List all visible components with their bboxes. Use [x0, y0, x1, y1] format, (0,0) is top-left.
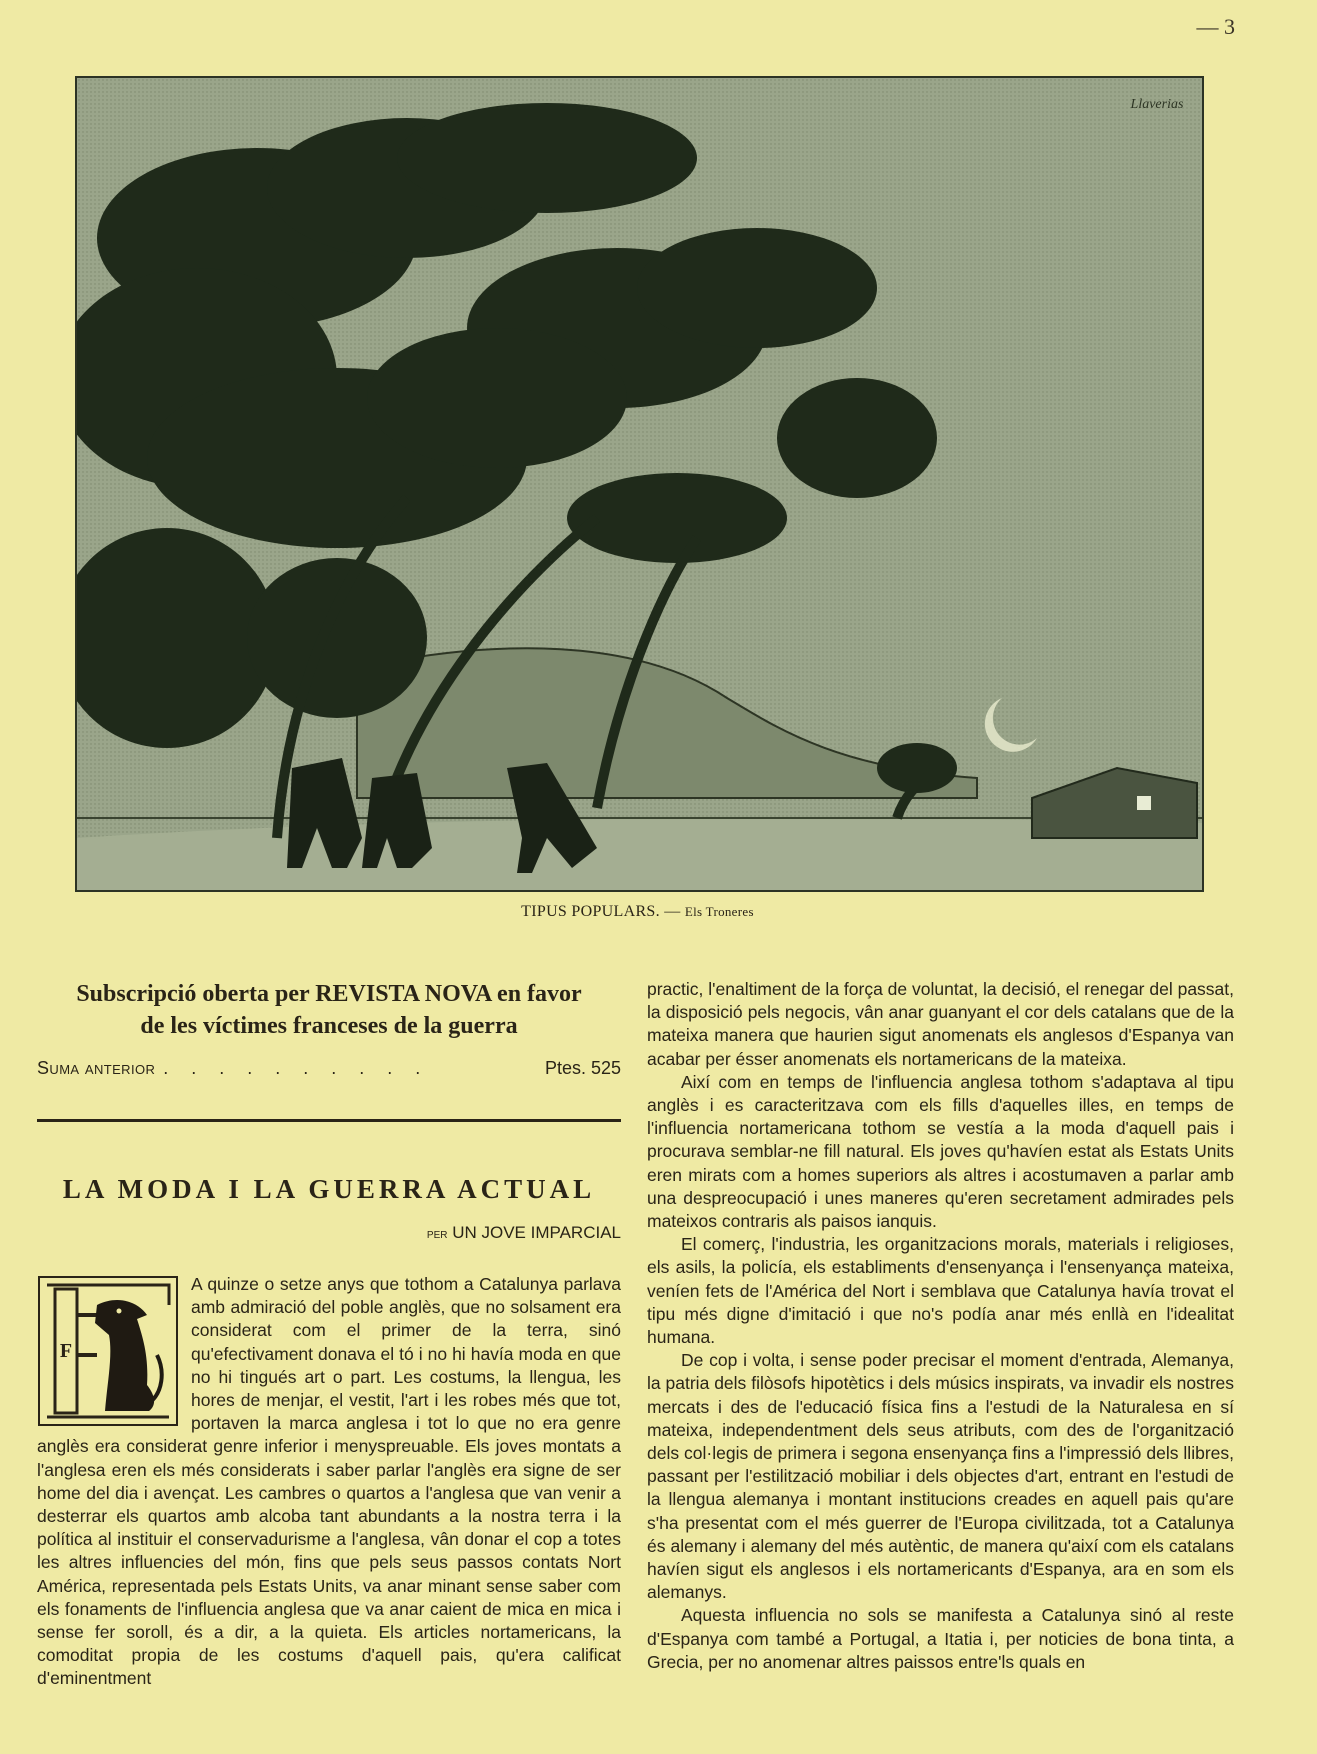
article-paragraph-4: El comerç, l'industria, les organitzacions morals, materials i religioses, els asils, la policía, els establiments d'ensenyança i l'ensenyança mateixa, veníen fets de l'América del Nort i semblava que Catalunya havía trovat el tipu més digne d'imitació i que no's podía anar més enllà en l'idealitat humana. — [647, 1234, 1234, 1348]
leader-dots: . . . . . . . . . . — [163, 1058, 430, 1078]
illustration-caption — [75, 903, 1200, 921]
subscription-total-label: Suma anterior — [37, 1058, 156, 1078]
subscription-title-line1: Subscripció oberta per REVISTA NOVA en favor — [76, 981, 582, 1007]
dropcap-ornament — [37, 1275, 179, 1427]
left-column — [37, 978, 621, 1691]
dropcap-greyhound-icon — [37, 1275, 179, 1427]
article-paragraph-1-text: A quinze o setze anys que tothom a Catalunya parlava amb admiració del poble anglès, que no solsament era considerat com el primer de la terra, sinó qu'efectivament donava el tó i no hi havía moda en que no hi tingués art o part. Les costums, la llengua, les hores de menjar, el vestit, l'art i les robes més que tot, portaven la marca anglesa i tot lo que no era genre anglès era considerat genre inferior i menyspreuable. Els joves montats a l'anglesa eren els més considerats i saber parlar l'anglès era signe de ser home del dia i avençat. Les cambres o quartos a l'anglesa que van venir a desterrar els quartos amb alcoba tant abundants a la nostra terra i la política al instituir el conservadurisme a l'anglesa, vân donar el cop a totes les altres influencies del món, fins que pels seus passos contats Nort América, representada pels Estats Units, va anar minant sense saber com els fonaments de l'influencia anglesa que va anar caient de mica en mica i sense fer soroll, és a dir, a la quieta. Els articles nortamericans, la comoditat propia de les costums d'aquell pais, qu'era calificat d'eminentment — [37, 1274, 621, 1689]
article-paragraph-2: practic, l'enaltiment de la força de voluntat, la decisió, el renegar del passat, la disposició pels negocis, vân anar guanyant el cor dels catalans que de la mateixa manera que haurien sigut anomenats els anglesos d'Espanya van acabar per ésser anomenats els nortamericans de la mateixa. — [647, 979, 1235, 1069]
article-paragraph-3: Així com en temps de l'influencia anglesa tothom s'adaptava al tipu anglès i es caracteritzava com els fills d'aquelles illes, en temps de l'influencia nortamericana tothom se vestía a la moda d'aquell pais i procurava semblar-ne fill natural. Els joves qu'havíen estat als Estats Units eren mirats com a homes superiors als altres i acostumaven a parlar amb una despreocupació i unes maneres qu'eren secretament admirades pels mateixos contraris als paisos ianquis. — [647, 1071, 1234, 1232]
subscription-title — [37, 978, 621, 1042]
right-column — [647, 978, 1234, 1674]
artist-signature: Llaverias — [1130, 97, 1184, 112]
subscription-title-line2: de les víctimes franceses de la guerra — [140, 1013, 518, 1039]
byline-author: UN JOVE IMPARCIAL — [452, 1223, 621, 1242]
subscription-total-amount: Ptes. 525 — [544, 1058, 621, 1078]
caption-main: TIPUS POPULARS. — — [521, 903, 681, 920]
section-divider — [37, 1119, 621, 1122]
caption-sub: Els Troneres — [684, 904, 754, 919]
subscription-total-row — [37, 1058, 621, 1079]
page-number: — 3 — [1196, 14, 1235, 39]
article-paragraph-1 — [37, 1273, 621, 1691]
byline-prefix: per — [426, 1225, 448, 1241]
landscape-illustration — [77, 78, 1202, 890]
article-paragraph-6: Aquesta influencia no sols se manifesta a Catalunya sinó al reste d'Espanya com també a Portugal, a Itatia i, per noticies de bona tinta, a Grecia, per no anomenar altres paissos entre'ls quals en — [647, 1605, 1234, 1672]
article-byline — [37, 1223, 621, 1243]
article-title: LA MODA I LA GUERRA ACTUAL — [62, 1174, 596, 1204]
article-paragraph-5: De cop i volta, i sense poder precisar el moment d'entrada, Alemanya, la patria dels filòsofs hipotètics i dels músics inspirats, va invadir els nostres mercats i des de l'educació física fins a l'estudi de la Naturalesa en sí mateixa, independentment dels seus atributs, com des de l'organització dels col·legis de primera i segona ensenyança fins a l'impressió dels llibres, passant per l'estilització mobiliar i dels objectes d'art, entrant en l'estudi de la llengua alemanya i montant institucions creades en aquell pais qu'are s'ha presentat com el més guerrer de l'Europa civilitzada, tot a Catalunya és alemany i alemany del més autèntic, de manera qu'així com els catalans havíen sigut els anglesos i els nortamericants d'Espanya, ara en som els alemanys. — [647, 1350, 1234, 1603]
dropcap-letter: F — [59, 1340, 73, 1362]
illustration — [75, 76, 1204, 892]
